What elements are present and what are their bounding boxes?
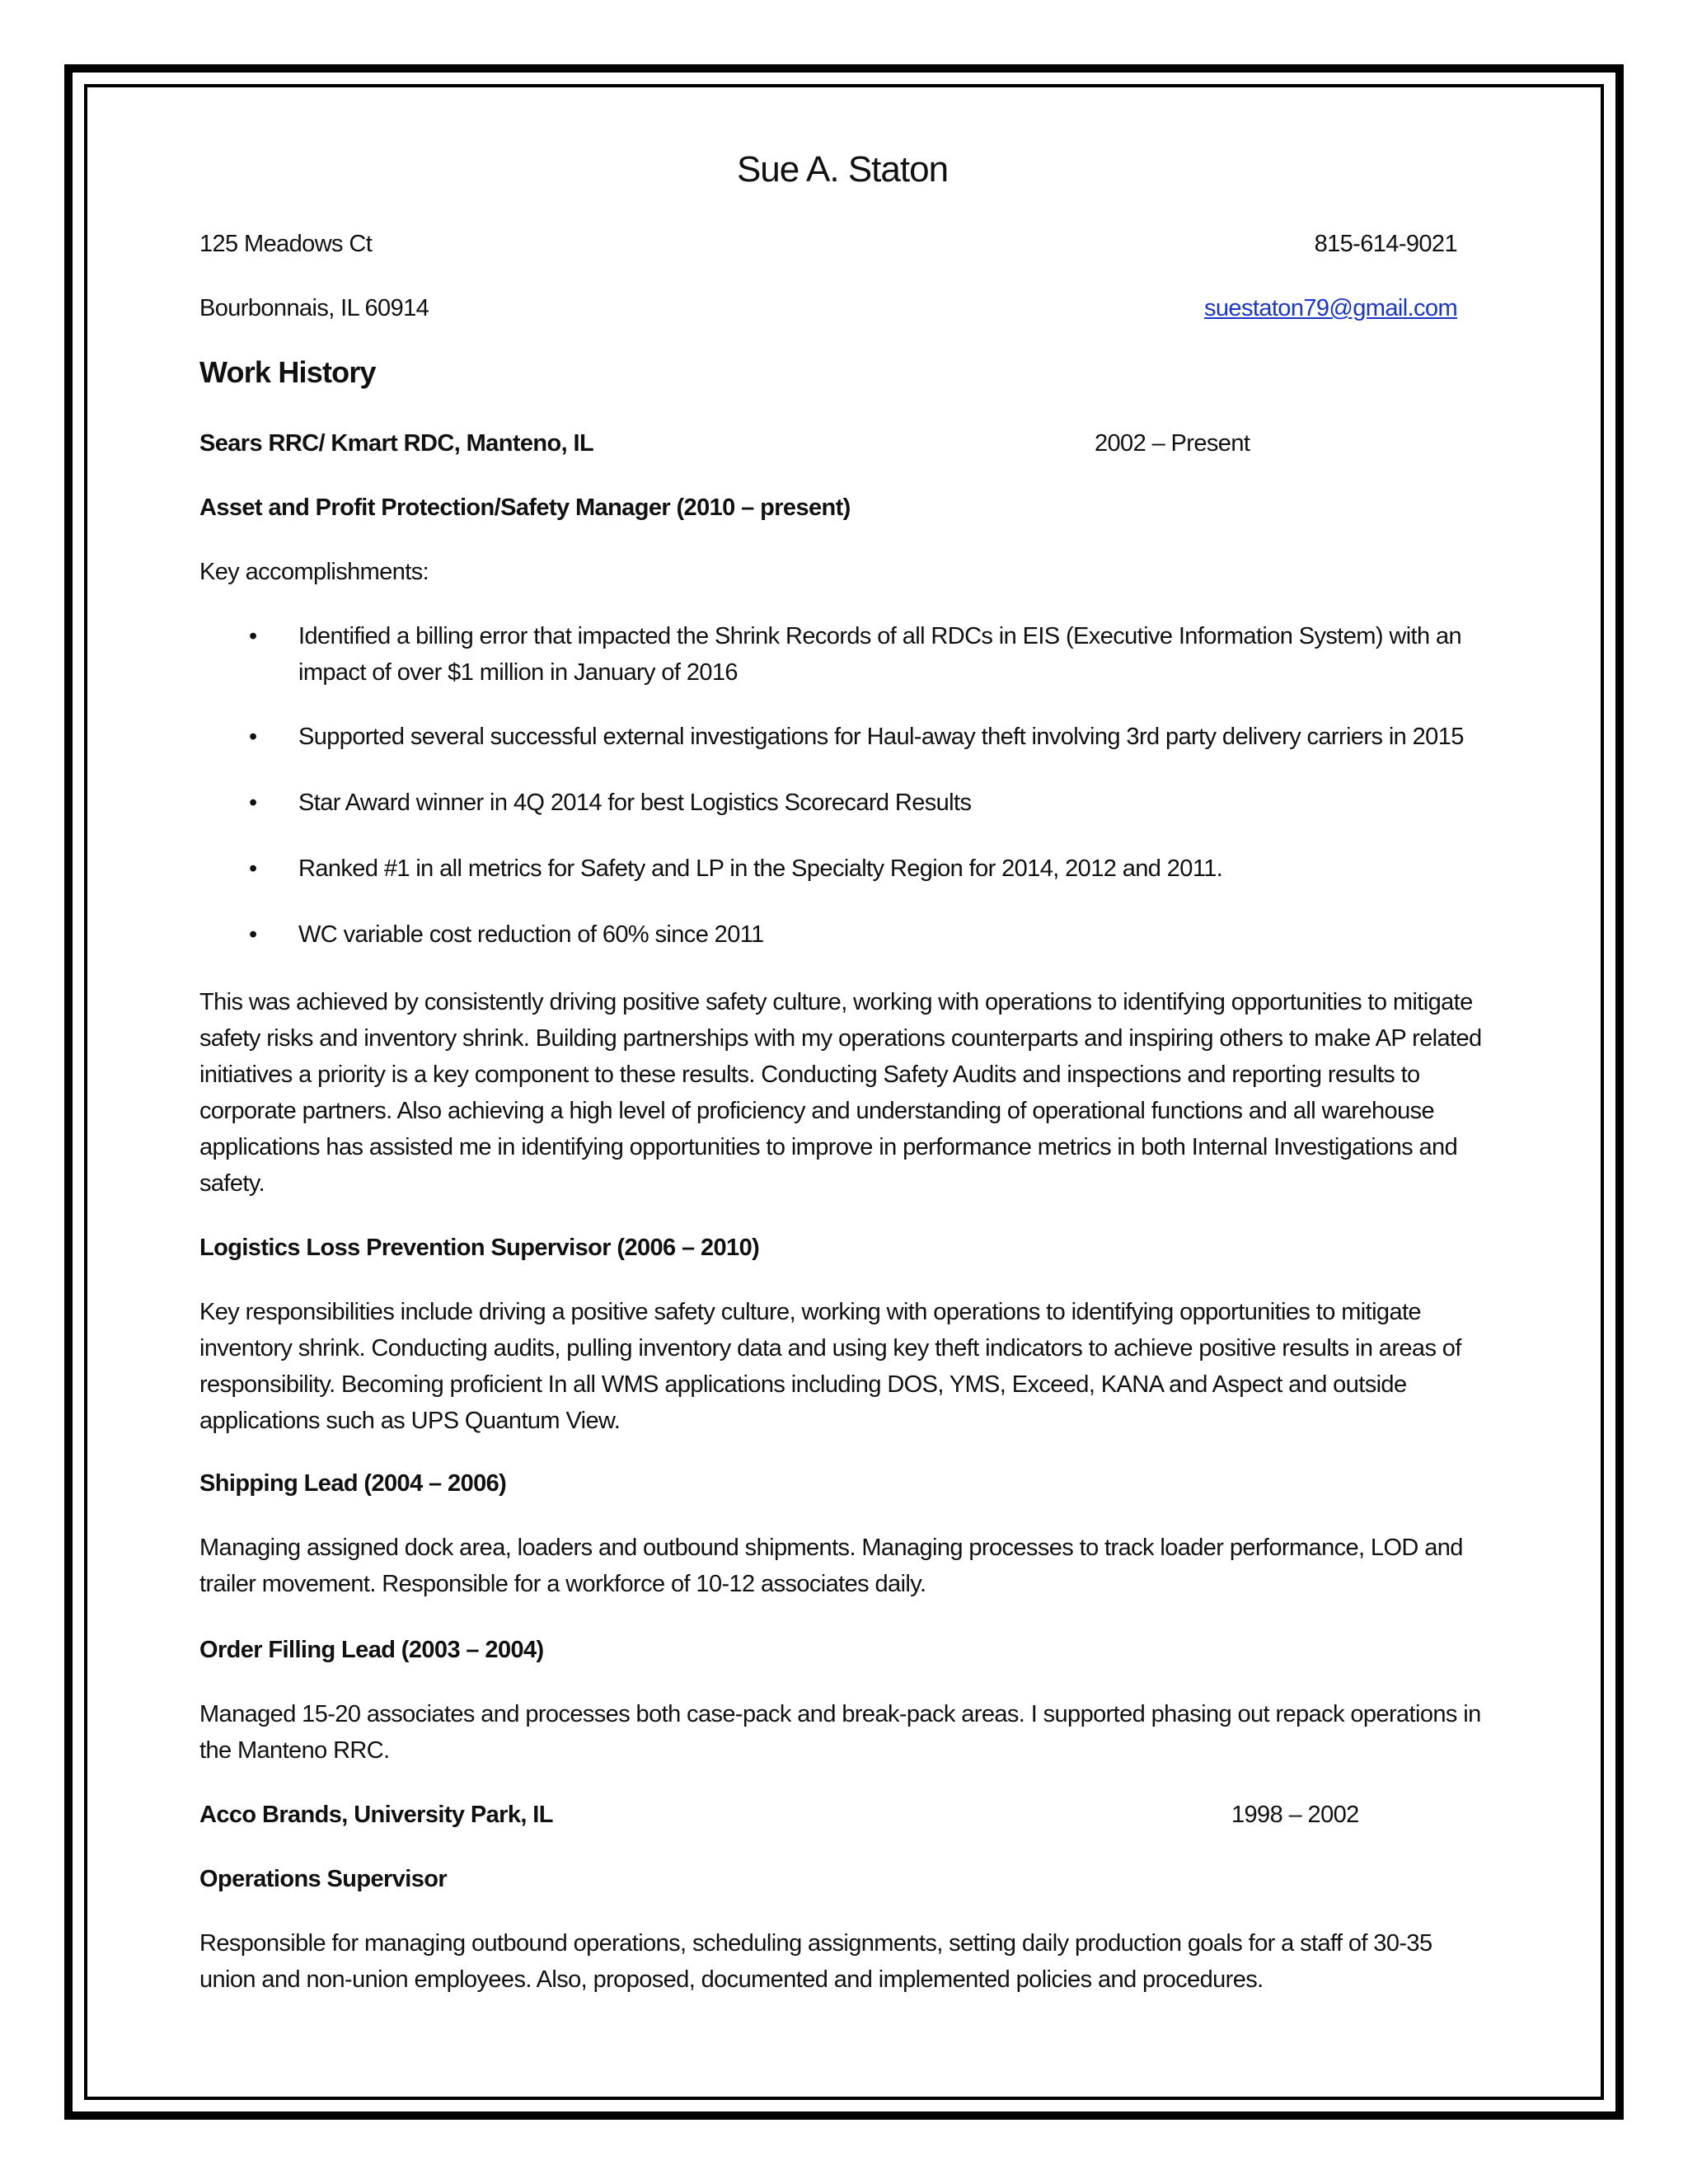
role-title-asset-manager: Asset and Profit Protection/Safety Manager (2010 – present) <box>199 494 851 521</box>
bullet-icon: • <box>249 724 257 750</box>
list-item <box>199 618 1485 691</box>
list-item-text: Star Award winner in 4Q 2014 for best Logistics Scorecard Results <box>298 790 972 816</box>
role-title-lp-supervisor: Logistics Loss Prevention Supervisor (2006 – 2010) <box>199 1235 760 1261</box>
email-link[interactable]: suestaton79@gmail.com <box>1204 295 1457 321</box>
role-description-lp-supervisor: Key responsibilities include driving a positive safety culture, working with operations to identifying opportunities to mitigate inventory shrink. Conducting audits, pulling inventory data and using key theft indicators to achieve positive results in areas of responsibility. Becoming proficient In all WMS applications including DOS, YMS, Exceed, KANA and Aspect and outside applications such as UPS Quantum View. <box>199 1299 1461 1434</box>
list-item <box>199 851 1485 887</box>
work-history-heading: Work History <box>199 355 376 389</box>
role-title-operations-supervisor: Operations Supervisor <box>199 1866 448 1892</box>
role-description-shipping-lead: Managing assigned dock area, loaders and outbound shipments. Managing processes to track loader performance, LOD and trailer movement. Responsible for a workforce of 10-12 associates daily. <box>199 1535 1463 1597</box>
candidate-name: Sue A. Staton <box>736 149 949 190</box>
list-item <box>199 785 1485 821</box>
resume-page <box>199 0 1502 2184</box>
role-description-operations-supervisor: Responsible for managing outbound operations, scheduling assignments, setting daily production goals for a staff of 30-35 union and non-union employees. Also, proposed, documented and implemented policies and procedures. <box>199 1930 1432 1993</box>
role-title-shipping-lead: Shipping Lead (2004 – 2006) <box>199 1470 507 1497</box>
address-line-2: Bourbonnais, IL 60914 <box>199 295 429 321</box>
employer-acco-dates: 1998 – 2002 <box>1231 1802 1359 1828</box>
list-item-text: Supported several successful external investigations for Haul-away theft involving 3rd party delivery carriers in 2015 <box>298 724 1464 750</box>
bullet-icon: • <box>249 790 257 816</box>
employer-sears-dates: 2002 – Present <box>1095 430 1250 457</box>
employer-acco-name: Acco Brands, University Park, IL <box>199 1802 553 1828</box>
employer-sears-name: Sears RRC/ Kmart RDC, Manteno, IL <box>199 430 594 457</box>
list-item-text: WC variable cost reduction of 60% since 2011 <box>298 921 764 948</box>
role-description-order-filling-lead: Managed 15-20 associates and processes both case-pack and break-pack areas. I supported phasing out repack operations in the Manteno RRC. <box>199 1701 1481 1764</box>
role-title-order-filling-lead: Order Filling Lead (2003 – 2004) <box>199 1637 544 1663</box>
list-item <box>199 719 1485 755</box>
address-line-1: 125 Meadows Ct <box>199 231 373 257</box>
list-item-text: Identified a billing error that impacted the Shrink Records of all RDCs in EIS (Executive Information System) with an impact of over $1 million in January of 2016 <box>298 623 1462 686</box>
phone-number: 815-614-9021 <box>1314 231 1457 257</box>
role-description-asset-manager: This was achieved by consistently driving positive safety culture, working with operations to identifying opportunities to mitigate safety risks and inventory shrink. Building partnerships with my operations counterparts and inspiring others to make AP related initiatives a priority is a key component to these results. Conducting Safety Audits and inspections and reporting results to corporate partners. Also achieving a high level of proficiency and understanding of operational functions and all warehouse applications has assisted me in identifying opportunities to improve in performance metrics in both Internal Investigations and safety. <box>199 989 1482 1197</box>
bullet-icon: • <box>249 623 257 649</box>
accomplishments-label: Key accomplishments: <box>199 559 429 585</box>
bullet-icon: • <box>249 921 257 948</box>
list-item-text: Ranked #1 in all metrics for Safety and LP in the Specialty Region for 2014, 2012 and 2011. <box>298 855 1223 882</box>
accomplishments-list <box>199 618 1485 953</box>
list-item <box>199 916 1485 953</box>
bullet-icon: • <box>249 855 257 882</box>
